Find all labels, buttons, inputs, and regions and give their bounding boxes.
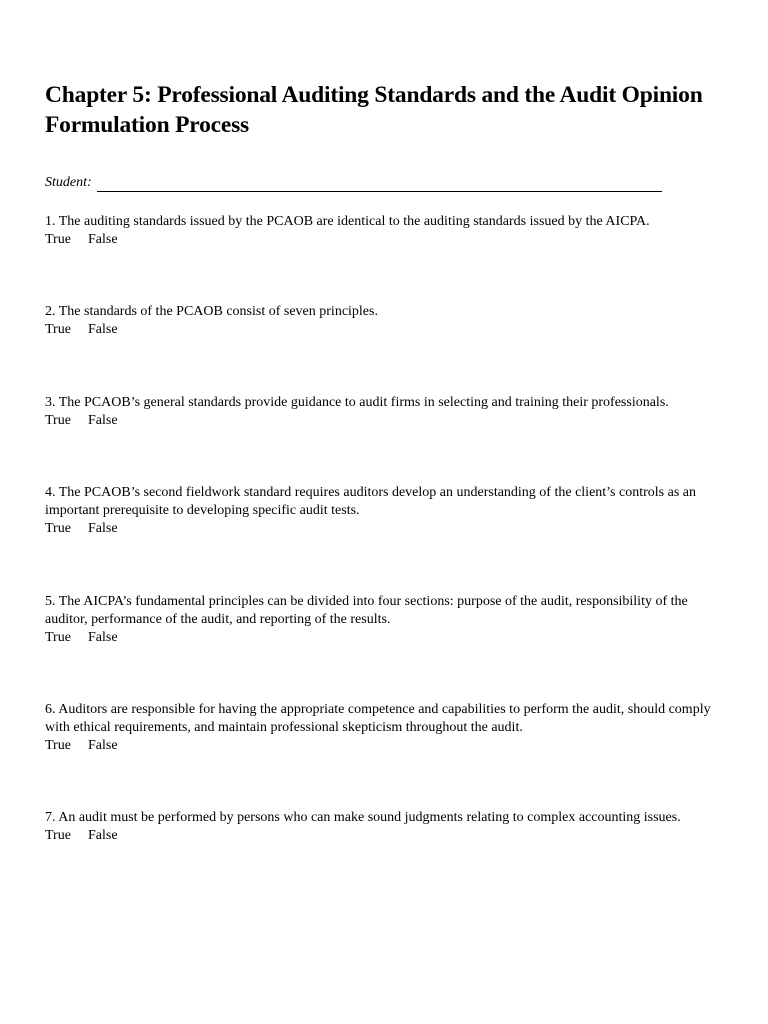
question-3 <box>45 394 725 430</box>
document-page <box>45 80 735 843</box>
question-text: 7. An audit must be performed by persons who can make sound judgments relating to complex accounting issues. <box>45 810 681 825</box>
answer-options <box>45 520 725 538</box>
question-2 <box>45 303 725 339</box>
chapter-title: Chapter 5: Professional Auditing Standards and the Audit Opinion Formulation Process <box>45 82 703 138</box>
question-text: 2. The standards of the PCAOB consist of seven principles. <box>45 304 378 319</box>
answer-options <box>45 412 725 430</box>
answer-false[interactable]: False <box>88 738 118 753</box>
answer-options <box>45 827 725 845</box>
answer-true[interactable]: True <box>45 322 71 337</box>
student-label: Student: <box>45 175 92 190</box>
question-text: 4. The PCAOB’s second fieldwork standard requires auditors develop an understanding of the client’s controls as an important prerequisite to developing specific audit tests. <box>45 485 696 518</box>
question-text: 6. Auditors are responsible for having the appropriate competence and capabilities to perform the audit, should comply with ethical requirements, and maintain professional skepticism throughout the audit. <box>45 702 711 735</box>
answer-false[interactable]: False <box>88 630 118 645</box>
answer-true[interactable]: True <box>45 521 71 536</box>
question-1 <box>45 213 725 249</box>
question-text: 3. The PCAOB’s general standards provide guidance to audit firms in selecting and training their professionals. <box>45 395 669 410</box>
student-name-row <box>45 174 735 192</box>
question-4 <box>45 484 725 538</box>
question-text: 1. The auditing standards issued by the PCAOB are identical to the auditing standards issued by the AICPA. <box>45 214 650 229</box>
answer-true[interactable]: True <box>45 413 71 428</box>
answer-true[interactable]: True <box>45 232 71 247</box>
student-name-field[interactable] <box>97 176 662 192</box>
answer-options <box>45 231 725 249</box>
answer-options <box>45 737 725 755</box>
answer-true[interactable]: True <box>45 630 71 645</box>
question-5 <box>45 593 725 647</box>
answer-true[interactable]: True <box>45 828 71 843</box>
answer-false[interactable]: False <box>88 232 118 247</box>
answer-options <box>45 321 725 339</box>
answer-false[interactable]: False <box>88 521 118 536</box>
question-text: 5. The AICPA’s fundamental principles can be divided into four sections: purpose of the audit, responsibility of the auditor, performance of the audit, and reporting of the results. <box>45 594 688 627</box>
answer-true[interactable]: True <box>45 738 71 753</box>
answer-false[interactable]: False <box>88 828 118 843</box>
question-6 <box>45 701 725 755</box>
answer-false[interactable]: False <box>88 322 118 337</box>
answer-false[interactable]: False <box>88 413 118 428</box>
question-7 <box>45 809 725 845</box>
answer-options <box>45 629 725 647</box>
